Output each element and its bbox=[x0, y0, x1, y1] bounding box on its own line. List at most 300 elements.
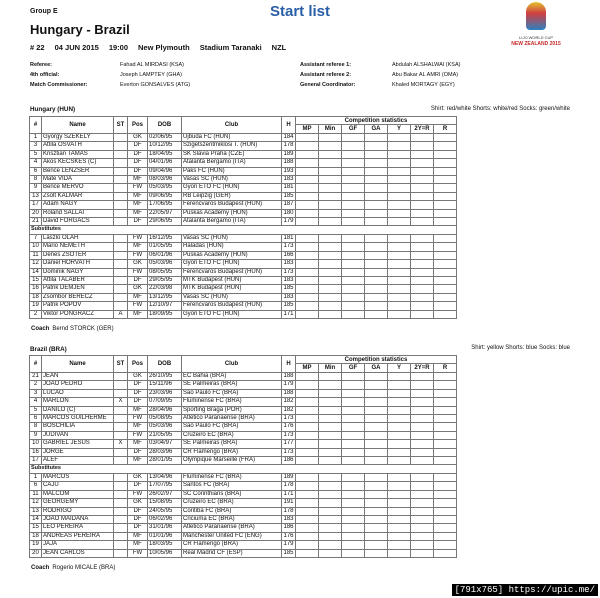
stat-cell bbox=[319, 381, 342, 389]
player-row bbox=[30, 192, 457, 200]
club: Fluminense FC (BRA) bbox=[182, 398, 282, 406]
col-header-st: ST bbox=[114, 356, 128, 373]
shirt-number: 8 bbox=[30, 423, 42, 431]
player-row bbox=[30, 440, 457, 448]
shirt-number: 12 bbox=[30, 499, 42, 507]
stat-cell bbox=[319, 260, 342, 268]
shirt-number: 18 bbox=[30, 293, 42, 301]
shirt-number: 19 bbox=[30, 541, 42, 549]
height: 173 bbox=[283, 243, 294, 250]
player-name: GABRIEL JESUS bbox=[42, 440, 114, 448]
shirt-number: 10 bbox=[30, 440, 42, 448]
player-row bbox=[30, 406, 457, 414]
dob: 22/05/97 bbox=[148, 209, 182, 217]
player-name: RODRIGO bbox=[42, 507, 114, 515]
substitutes-row bbox=[30, 465, 457, 473]
status bbox=[114, 415, 128, 423]
stat-cell bbox=[342, 507, 365, 515]
position: DF bbox=[128, 482, 148, 490]
player-name: Viktor PONGRACZ bbox=[42, 310, 114, 318]
stat-cell bbox=[296, 549, 319, 557]
status bbox=[114, 243, 128, 251]
stat-cell bbox=[388, 184, 411, 192]
shirt-number: 3 bbox=[30, 389, 42, 397]
stat-cell bbox=[411, 431, 434, 439]
stat-cell bbox=[365, 524, 388, 532]
stat-cell bbox=[388, 142, 411, 150]
stat-cell bbox=[388, 192, 411, 200]
dob: 23/03/96 bbox=[148, 389, 182, 397]
shirt-number: 5 bbox=[30, 150, 42, 158]
stat-cell bbox=[342, 406, 365, 414]
stat-cell bbox=[411, 150, 434, 158]
shirt-number: 14 bbox=[30, 268, 42, 276]
club: Szigetszentmiklosi T. (HUN) bbox=[182, 142, 282, 150]
height: 179 bbox=[283, 218, 294, 225]
stat-cell bbox=[411, 218, 434, 226]
status bbox=[114, 482, 128, 490]
stat-cell bbox=[434, 415, 457, 423]
position: FW bbox=[128, 415, 148, 423]
position: DF bbox=[128, 507, 148, 515]
player-name: JEAN CARLOS bbox=[42, 549, 114, 557]
player-name: MARLON bbox=[42, 398, 114, 406]
status bbox=[114, 134, 128, 142]
stat-cell bbox=[342, 532, 365, 540]
shirt-number: 14 bbox=[30, 515, 42, 523]
stat-cell bbox=[319, 201, 342, 209]
height: 181 bbox=[283, 184, 294, 191]
stat-cell bbox=[296, 381, 319, 389]
player-name: ANDREAS PEREIRA bbox=[42, 532, 114, 540]
club: SC Corinthians (BRA) bbox=[182, 490, 282, 498]
player-row bbox=[30, 134, 457, 142]
stat-cell bbox=[342, 176, 365, 184]
club: CR Flamengo (BRA) bbox=[182, 448, 282, 456]
player-row bbox=[30, 251, 457, 259]
stat-cell bbox=[365, 251, 388, 259]
position: GK bbox=[128, 134, 148, 142]
club: Ferencvaros Budapest (HUN) bbox=[182, 268, 282, 276]
stat-cell bbox=[342, 373, 365, 381]
stat-cell bbox=[319, 243, 342, 251]
height: 183 bbox=[283, 260, 294, 267]
stat-cell bbox=[388, 243, 411, 251]
officials bbox=[0, 0, 600, 100]
stat-cell bbox=[296, 482, 319, 490]
player-name: JOAO PEDRO bbox=[42, 381, 114, 389]
status bbox=[114, 507, 128, 515]
position: DF bbox=[128, 448, 148, 456]
referee-value: Fahad AL MIRDASI (KSA) bbox=[120, 62, 184, 68]
stat-cell bbox=[342, 440, 365, 448]
shirt-number: 17 bbox=[30, 201, 42, 209]
stat-cell bbox=[411, 268, 434, 276]
dob: 09/06/95 bbox=[148, 192, 182, 200]
shirt-number: 6 bbox=[30, 167, 42, 175]
col-header-st: ST bbox=[114, 117, 128, 134]
player-row bbox=[30, 549, 457, 557]
height: 181 bbox=[283, 234, 294, 241]
stat-cell bbox=[365, 515, 388, 523]
status bbox=[114, 499, 128, 507]
stat-cell bbox=[319, 490, 342, 498]
player-row bbox=[30, 482, 457, 490]
kit-hungary: Shirt: red/white Shorts: white/red Socks: green/white bbox=[430, 106, 570, 112]
col-header-name: Name bbox=[42, 117, 114, 134]
player-row bbox=[30, 490, 457, 498]
height: 189 bbox=[283, 473, 294, 480]
player-name: ALEF bbox=[42, 457, 114, 465]
stat-cell bbox=[388, 285, 411, 293]
commissioner-label: Match Commissioner: bbox=[30, 82, 88, 88]
ar2-value: Abu Bakar AL AMRI (OMA) bbox=[392, 72, 459, 78]
stat-cell bbox=[365, 490, 388, 498]
position: DF bbox=[128, 276, 148, 284]
status: X bbox=[114, 440, 128, 448]
club: Cruzeiro EC (BRA) bbox=[182, 431, 282, 439]
stat-cell bbox=[296, 142, 319, 150]
stat-cell bbox=[411, 134, 434, 142]
stat-cell bbox=[296, 406, 319, 414]
stat-cell bbox=[388, 134, 411, 142]
shirt-number: 2 bbox=[30, 310, 42, 318]
stat-cell bbox=[296, 218, 319, 226]
status bbox=[114, 209, 128, 217]
player-name: Mate VIDA bbox=[42, 176, 114, 184]
height: 188 bbox=[283, 159, 294, 166]
shirt-number: 6 bbox=[30, 482, 42, 490]
stat-cell bbox=[388, 293, 411, 301]
stat-cell bbox=[365, 473, 388, 481]
player-name: David FORGACS bbox=[42, 218, 114, 226]
player-row bbox=[30, 260, 457, 268]
player-row bbox=[30, 541, 457, 549]
stat-cell bbox=[388, 457, 411, 465]
shirt-number: 13 bbox=[30, 192, 42, 200]
height: 189 bbox=[283, 150, 294, 157]
stat-cell bbox=[296, 192, 319, 200]
stat-cell bbox=[388, 448, 411, 456]
dob: 08/05/95 bbox=[148, 268, 182, 276]
stat-cell bbox=[388, 201, 411, 209]
height: 183 bbox=[283, 176, 294, 183]
stat-cell bbox=[342, 285, 365, 293]
stat-cell bbox=[319, 176, 342, 184]
club: Fluminense FC (BRA) bbox=[182, 473, 282, 481]
stat-cell bbox=[411, 184, 434, 192]
position: MF bbox=[128, 209, 148, 217]
shirt-number: 1 bbox=[30, 134, 42, 142]
position: MF bbox=[128, 406, 148, 414]
shirt-number: 8 bbox=[30, 176, 42, 184]
stat-cell bbox=[342, 276, 365, 284]
shirt-number: 20 bbox=[30, 549, 42, 557]
height: 178 bbox=[283, 507, 294, 514]
stat-cell bbox=[342, 415, 365, 423]
stat-cell bbox=[411, 310, 434, 318]
stat-cell bbox=[388, 524, 411, 532]
stat-cell bbox=[388, 159, 411, 167]
club: Atalanta Bergamo (ITA) bbox=[182, 159, 282, 167]
club: Ujbuda FC (HUN) bbox=[182, 134, 282, 142]
player-name: LEO PEREIRA bbox=[42, 524, 114, 532]
dob: 05/03/95 bbox=[148, 184, 182, 192]
stat-cell bbox=[411, 515, 434, 523]
height: 187 bbox=[283, 201, 294, 208]
shirt-number: 15 bbox=[30, 276, 42, 284]
stat-cell bbox=[365, 415, 388, 423]
position: MF bbox=[128, 176, 148, 184]
status bbox=[114, 285, 128, 293]
status bbox=[114, 490, 128, 498]
dob: 01/01/96 bbox=[148, 532, 182, 540]
height: 188 bbox=[283, 373, 294, 379]
stat-cell bbox=[434, 268, 457, 276]
stat-cell bbox=[319, 515, 342, 523]
stat-cell bbox=[434, 209, 457, 217]
dob: 18/03/95 bbox=[148, 541, 182, 549]
status: X bbox=[114, 398, 128, 406]
status bbox=[114, 201, 128, 209]
position: MF bbox=[128, 192, 148, 200]
stat-cell bbox=[388, 260, 411, 268]
stat-cell bbox=[434, 218, 457, 226]
status bbox=[114, 167, 128, 175]
stat-cell bbox=[342, 209, 365, 217]
stat-cell bbox=[319, 457, 342, 465]
stat-cell bbox=[388, 515, 411, 523]
stat-cell bbox=[365, 549, 388, 557]
club: Santos FC (BRA) bbox=[182, 482, 282, 490]
stat-cell bbox=[296, 184, 319, 192]
player-name: Gyorgy SZEKELY bbox=[42, 134, 114, 142]
stat-cell bbox=[388, 209, 411, 217]
player-name: GEORGEMY bbox=[42, 499, 114, 507]
dob: 05/03/96 bbox=[148, 423, 182, 431]
height: 191 bbox=[283, 499, 294, 506]
stat-cell bbox=[365, 268, 388, 276]
player-row bbox=[30, 184, 457, 192]
player-row bbox=[30, 524, 457, 532]
stat-cell bbox=[434, 381, 457, 389]
stat-cell bbox=[411, 209, 434, 217]
stat-cell bbox=[342, 142, 365, 150]
club: Puskas Academy (HUN) bbox=[182, 251, 282, 259]
ar1-label: Assistant referee 1: bbox=[300, 62, 352, 68]
dob: 18/09/95 bbox=[148, 310, 182, 318]
dob: 28/04/96 bbox=[148, 406, 182, 414]
height: 176 bbox=[283, 423, 294, 430]
stat-cell bbox=[319, 549, 342, 557]
player-name: Bence MERVO bbox=[42, 184, 114, 192]
stat-cell bbox=[434, 150, 457, 158]
player-name: Zsolt KALMAR bbox=[42, 192, 114, 200]
stat-cell bbox=[342, 268, 365, 276]
stat-cell bbox=[388, 423, 411, 431]
player-name: Attila TALABER bbox=[42, 276, 114, 284]
stat-cell bbox=[319, 142, 342, 150]
dob: 17/07/95 bbox=[148, 482, 182, 490]
stat-cell bbox=[342, 192, 365, 200]
position: MF bbox=[128, 293, 148, 301]
dob: 29/05/95 bbox=[148, 276, 182, 284]
player-row bbox=[30, 159, 457, 167]
position: FW bbox=[128, 302, 148, 310]
status bbox=[114, 381, 128, 389]
height: 173 bbox=[283, 268, 294, 275]
substitutes-label: Substitutes bbox=[30, 465, 457, 473]
dob: 05/03/96 bbox=[148, 260, 182, 268]
stat-cell bbox=[365, 285, 388, 293]
shirt-number: 18 bbox=[30, 532, 42, 540]
stat-cell bbox=[434, 457, 457, 465]
player-row bbox=[30, 473, 457, 481]
shirt-number: 7 bbox=[30, 234, 42, 242]
player-row bbox=[30, 176, 457, 184]
height: 171 bbox=[283, 310, 294, 317]
position: GK bbox=[128, 285, 148, 293]
player-row bbox=[30, 515, 457, 523]
stat-cell bbox=[411, 448, 434, 456]
player-name: Dominik NAGY bbox=[42, 268, 114, 276]
stat-cell bbox=[296, 234, 319, 242]
stat-cell bbox=[434, 515, 457, 523]
coach-name: Rogerio MICALE (BRA) bbox=[52, 565, 116, 571]
stat-cell bbox=[342, 473, 365, 481]
status bbox=[114, 448, 128, 456]
club: Vasas SC (HUN) bbox=[182, 176, 282, 184]
ar1-value: Abdulah ALSHALWAI (KSA) bbox=[392, 62, 461, 68]
club: Sporting Braga (POR) bbox=[182, 406, 282, 414]
club: Ferencvaros Budapest (HUN) bbox=[182, 201, 282, 209]
stat-cell bbox=[319, 285, 342, 293]
stat-cell bbox=[342, 184, 365, 192]
stat-cell bbox=[411, 302, 434, 310]
stat-cell bbox=[388, 302, 411, 310]
dob: 09/04/96 bbox=[148, 167, 182, 175]
stat-cell bbox=[319, 251, 342, 259]
watermark: [791x765] https://upic.me/ bbox=[452, 584, 598, 596]
player-row bbox=[30, 285, 457, 293]
stat-cell bbox=[319, 499, 342, 507]
col-header-y: Y bbox=[388, 125, 411, 134]
stat-cell bbox=[411, 381, 434, 389]
height: 183 bbox=[283, 515, 294, 522]
height: 185 bbox=[283, 302, 294, 309]
stat-cell bbox=[365, 234, 388, 242]
player-name: CAJU bbox=[42, 482, 114, 490]
stat-cell bbox=[319, 234, 342, 242]
shirt-number: 3 bbox=[30, 142, 42, 150]
stat-cell bbox=[296, 150, 319, 158]
shirt-number: 12 bbox=[30, 260, 42, 268]
col-header-ga: GA bbox=[365, 364, 388, 373]
position: MF bbox=[128, 310, 148, 318]
stat-cell bbox=[434, 507, 457, 515]
stat-cell bbox=[296, 293, 319, 301]
club: Criciuma EC (BRA) bbox=[182, 515, 282, 523]
position: MF bbox=[128, 201, 148, 209]
player-name: MARCOS GUILHERME bbox=[42, 415, 114, 423]
player-name: Adam NAGY bbox=[42, 201, 114, 209]
dob: 24/05/95 bbox=[148, 507, 182, 515]
col-header-min: Min bbox=[319, 364, 342, 373]
stat-cell bbox=[342, 490, 365, 498]
col-header-pos: Pos bbox=[128, 117, 148, 134]
stat-cell bbox=[434, 524, 457, 532]
stat-cell bbox=[411, 293, 434, 301]
status bbox=[114, 184, 128, 192]
stat-cell bbox=[342, 389, 365, 397]
stat-cell bbox=[319, 167, 342, 175]
col-header-gf: GF bbox=[342, 125, 365, 134]
dob: 02/06/95 bbox=[148, 134, 182, 142]
stat-cell bbox=[319, 406, 342, 414]
status bbox=[114, 532, 128, 540]
position: MF bbox=[128, 541, 148, 549]
stat-cell bbox=[296, 276, 319, 284]
coach-name: Bernd STORCK (GER) bbox=[52, 326, 114, 332]
status bbox=[114, 176, 128, 184]
player-row bbox=[30, 532, 457, 540]
team-name-hungary: Hungary (HUN) bbox=[30, 106, 76, 113]
stat-cell bbox=[296, 310, 319, 318]
stat-cell bbox=[319, 184, 342, 192]
dob: 04/01/96 bbox=[148, 159, 182, 167]
club: Atalanta Bergamo (ITA) bbox=[182, 218, 282, 226]
position: FW bbox=[128, 268, 148, 276]
position: FW bbox=[128, 549, 148, 557]
stat-cell bbox=[319, 524, 342, 532]
stat-cell bbox=[342, 448, 365, 456]
status bbox=[114, 251, 128, 259]
height: 173 bbox=[283, 431, 294, 438]
dob: 10/12/95 bbox=[148, 142, 182, 150]
player-name: Bence LENZSER bbox=[42, 167, 114, 175]
player-row bbox=[30, 268, 457, 276]
height: 183 bbox=[283, 276, 294, 283]
stat-cell bbox=[434, 201, 457, 209]
status bbox=[114, 515, 128, 523]
stat-cell bbox=[319, 423, 342, 431]
stat-cell bbox=[296, 440, 319, 448]
col-header-mp: MP bbox=[296, 364, 319, 373]
stat-cell bbox=[296, 515, 319, 523]
stat-cell bbox=[296, 167, 319, 175]
stat-cell bbox=[388, 415, 411, 423]
stat-cell bbox=[319, 482, 342, 490]
position: GK bbox=[128, 373, 148, 381]
height: 171 bbox=[283, 490, 294, 497]
stat-cell bbox=[365, 176, 388, 184]
gc-value: Khaled MORTAGY (EGY) bbox=[392, 82, 455, 88]
stat-cell bbox=[434, 423, 457, 431]
stat-cell bbox=[342, 243, 365, 251]
stat-cell bbox=[296, 448, 319, 456]
stat-cell bbox=[319, 507, 342, 515]
club: Olympique Marseille (FRA) bbox=[182, 457, 282, 465]
stat-cell bbox=[296, 209, 319, 217]
club: Real Madrid CF (ESP) bbox=[182, 549, 282, 557]
dob: 10/05/96 bbox=[148, 549, 182, 557]
position: MF bbox=[128, 440, 148, 448]
stat-cell bbox=[365, 201, 388, 209]
player-row bbox=[30, 201, 457, 209]
stat-cell bbox=[319, 134, 342, 142]
stat-cell bbox=[388, 507, 411, 515]
position: DF bbox=[128, 381, 148, 389]
